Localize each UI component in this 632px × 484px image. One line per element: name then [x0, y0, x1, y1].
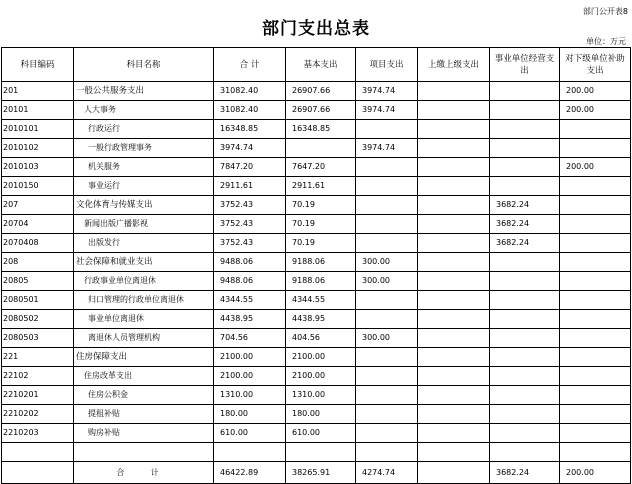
- cell-name: 人大事务: [74, 101, 214, 120]
- cell-total: 704.56: [214, 329, 286, 348]
- cell-business: [490, 405, 560, 424]
- cell-code: 221: [2, 348, 74, 367]
- table-row: [2, 348, 631, 367]
- cell-business: [490, 101, 560, 120]
- cell-basic: 2911.61: [286, 177, 356, 196]
- cell-basic: 70.19: [286, 234, 356, 253]
- cell-subsidy: [560, 329, 631, 348]
- cell-name: 住房公积金: [74, 386, 214, 405]
- table-row: [2, 253, 631, 272]
- cell-subsidy: [560, 120, 631, 139]
- cell-upper: [418, 120, 490, 139]
- cell-business: [490, 291, 560, 310]
- cell-business: [490, 82, 560, 101]
- cell-subsidy: [560, 348, 631, 367]
- cell-upper: [418, 82, 490, 101]
- cell-name: 事业单位离退休: [74, 310, 214, 329]
- cell-project: [356, 405, 418, 424]
- cell-upper: [418, 367, 490, 386]
- cell-total: [214, 443, 286, 462]
- cell-total: 9488.06: [214, 272, 286, 291]
- cell-upper: [418, 177, 490, 196]
- table-header-row: [2, 48, 631, 82]
- cell-total: 3974.74: [214, 139, 286, 158]
- cell-name: 提租补贴: [74, 405, 214, 424]
- cell-code: 2210203: [2, 424, 74, 443]
- cell-total: 3752.43: [214, 215, 286, 234]
- cell-subsidy: 200.00: [560, 101, 631, 120]
- cell-project: [356, 310, 418, 329]
- cell-total: 1310.00: [214, 386, 286, 405]
- cell-subsidy: [560, 291, 631, 310]
- cell-business: 3682.24: [490, 234, 560, 253]
- cell-project: [356, 386, 418, 405]
- total-project: 4274.74: [356, 462, 418, 484]
- total-business: 3682.24: [490, 462, 560, 484]
- cell-project: 300.00: [356, 329, 418, 348]
- cell-upper: [418, 272, 490, 291]
- cell-business: [490, 443, 560, 462]
- cell-project: [356, 443, 418, 462]
- table-row: [2, 329, 631, 348]
- cell-name: 出版发行: [74, 234, 214, 253]
- cell-subsidy: [560, 215, 631, 234]
- cell-total: 610.00: [214, 424, 286, 443]
- cell-total: 180.00: [214, 405, 286, 424]
- cell-business: [490, 348, 560, 367]
- table-row: [2, 367, 631, 386]
- cell-business: [490, 329, 560, 348]
- cell-name: 机关服务: [74, 158, 214, 177]
- total-label: 合 计: [74, 462, 214, 484]
- header-business: 事业单位经营支出: [490, 48, 560, 82]
- header-project: 项目支出: [356, 48, 418, 82]
- cell-subsidy: [560, 177, 631, 196]
- cell-upper: [418, 348, 490, 367]
- table-row: [2, 158, 631, 177]
- cell-code: 2070408: [2, 234, 74, 253]
- cell-project: [356, 234, 418, 253]
- cell-basic: 26907.66: [286, 101, 356, 120]
- cell-upper: [418, 215, 490, 234]
- cell-total: 16348.85: [214, 120, 286, 139]
- cell-basic: 2100.00: [286, 348, 356, 367]
- cell-code: [2, 443, 74, 462]
- header-code: 科目编码: [2, 48, 74, 82]
- cell-business: [490, 253, 560, 272]
- cell-code: 207: [2, 196, 74, 215]
- cell-name: 文化体育与传媒支出: [74, 196, 214, 215]
- table-row: [2, 272, 631, 291]
- header-upper: 上缴上级支出: [418, 48, 490, 82]
- cell-project: 300.00: [356, 253, 418, 272]
- cell-basic: 180.00: [286, 405, 356, 424]
- cell-total: 3752.43: [214, 234, 286, 253]
- cell-name: 事业运行: [74, 177, 214, 196]
- cell-business: [490, 272, 560, 291]
- cell-subsidy: [560, 424, 631, 443]
- cell-basic: 9188.06: [286, 272, 356, 291]
- cell-upper: [418, 443, 490, 462]
- cell-name: 归口管理的行政单位离退休: [74, 291, 214, 310]
- total-total: 46422.89: [214, 462, 286, 484]
- cell-basic: 16348.85: [286, 120, 356, 139]
- cell-basic: 404.56: [286, 329, 356, 348]
- cell-upper: [418, 234, 490, 253]
- cell-business: [490, 177, 560, 196]
- cell-total: 31082.40: [214, 82, 286, 101]
- cell-basic: 610.00: [286, 424, 356, 443]
- cell-upper: [418, 139, 490, 158]
- total-row: [2, 462, 631, 484]
- cell-basic: 9188.06: [286, 253, 356, 272]
- cell-total: 31082.40: [214, 101, 286, 120]
- cell-total: 4438.95: [214, 310, 286, 329]
- cell-project: [356, 177, 418, 196]
- cell-total: 9488.06: [214, 253, 286, 272]
- cell-business: 3682.24: [490, 196, 560, 215]
- total-basic: 38265.91: [286, 462, 356, 484]
- cell-code: 2010102: [2, 139, 74, 158]
- cell-upper: [418, 253, 490, 272]
- cell-total: 2100.00: [214, 348, 286, 367]
- cell-subsidy: [560, 443, 631, 462]
- cell-basic: 26907.66: [286, 82, 356, 101]
- cell-total: 2100.00: [214, 367, 286, 386]
- cell-name: 住房保障支出: [74, 348, 214, 367]
- cell-project: [356, 424, 418, 443]
- cell-name: 离退休人员管理机构: [74, 329, 214, 348]
- cell-business: [490, 310, 560, 329]
- cell-project: 3974.74: [356, 139, 418, 158]
- cell-business: [490, 424, 560, 443]
- cell-code: 201: [2, 82, 74, 101]
- cell-name: 住房改革支出: [74, 367, 214, 386]
- cell-upper: [418, 329, 490, 348]
- cell-code: 20101: [2, 101, 74, 120]
- cell-business: [490, 367, 560, 386]
- cell-business: [490, 139, 560, 158]
- cell-basic: 70.19: [286, 215, 356, 234]
- cell-code: 2010150: [2, 177, 74, 196]
- cell-upper: [418, 291, 490, 310]
- table-row: [2, 310, 631, 329]
- cell-name: [74, 443, 214, 462]
- cell-code: 20805: [2, 272, 74, 291]
- cell-upper: [418, 158, 490, 177]
- table-row: [2, 139, 631, 158]
- table-row: [2, 443, 631, 462]
- cell-basic: 2100.00: [286, 367, 356, 386]
- cell-upper: [418, 405, 490, 424]
- table-row: [2, 177, 631, 196]
- cell-name: 一般公共服务支出: [74, 82, 214, 101]
- table-row: [2, 82, 631, 101]
- total-subsidy: 200.00: [560, 462, 631, 484]
- cell-upper: [418, 310, 490, 329]
- document-code: 部门公开表8: [582, 7, 628, 16]
- cell-name: 一般行政管理事务: [74, 139, 214, 158]
- cell-name: 社会保障和就业支出: [74, 253, 214, 272]
- cell-upper: [418, 424, 490, 443]
- header-basic: 基本支出: [286, 48, 356, 82]
- table-row: [2, 215, 631, 234]
- cell-subsidy: [560, 272, 631, 291]
- cell-basic: 4438.95: [286, 310, 356, 329]
- table-row: [2, 386, 631, 405]
- total-code-cell: [2, 462, 74, 484]
- cell-code: 2210202: [2, 405, 74, 424]
- cell-code: 20704: [2, 215, 74, 234]
- cell-basic: 70.19: [286, 196, 356, 215]
- cell-subsidy: [560, 405, 631, 424]
- table-row: [2, 120, 631, 139]
- cell-code: 2080502: [2, 310, 74, 329]
- cell-subsidy: [560, 253, 631, 272]
- cell-project: [356, 291, 418, 310]
- table-row: [2, 101, 631, 120]
- cell-code: 2010103: [2, 158, 74, 177]
- cell-code: 208: [2, 253, 74, 272]
- header-name: 科目名称: [74, 48, 214, 82]
- cell-name: 行政运行: [74, 120, 214, 139]
- table-row: [2, 405, 631, 424]
- table-row: [2, 234, 631, 253]
- cell-upper: [418, 196, 490, 215]
- cell-upper: [418, 101, 490, 120]
- cell-name: 行政事业单位离退休: [74, 272, 214, 291]
- cell-code: 2010101: [2, 120, 74, 139]
- table-row: [2, 291, 631, 310]
- cell-name: 购房补贴: [74, 424, 214, 443]
- cell-subsidy: 200.00: [560, 82, 631, 101]
- cell-total: 4344.55: [214, 291, 286, 310]
- cell-basic: [286, 139, 356, 158]
- cell-project: [356, 348, 418, 367]
- cell-subsidy: [560, 367, 631, 386]
- total-upper: [418, 462, 490, 484]
- cell-project: [356, 196, 418, 215]
- table-row: [2, 424, 631, 443]
- cell-business: [490, 120, 560, 139]
- cell-total: 3752.43: [214, 196, 286, 215]
- cell-code: 22102: [2, 367, 74, 386]
- header-total: 合 计: [214, 48, 286, 82]
- cell-business: [490, 386, 560, 405]
- cell-project: [356, 120, 418, 139]
- table-row: [2, 196, 631, 215]
- cell-subsidy: [560, 196, 631, 215]
- cell-project: 300.00: [356, 272, 418, 291]
- cell-basic: 7647.20: [286, 158, 356, 177]
- cell-basic: 4344.55: [286, 291, 356, 310]
- cell-project: [356, 158, 418, 177]
- cell-upper: [418, 386, 490, 405]
- cell-project: [356, 367, 418, 386]
- cell-name: 新闻出版广播影视: [74, 215, 214, 234]
- cell-total: 2911.61: [214, 177, 286, 196]
- cell-project: 3974.74: [356, 101, 418, 120]
- cell-business: [490, 158, 560, 177]
- cell-code: 2210201: [2, 386, 74, 405]
- expenditure-table: [1, 47, 631, 484]
- header-subsidy: 对下级单位补助支出: [560, 48, 631, 82]
- cell-subsidy: [560, 386, 631, 405]
- unit-label: 单位：万元: [586, 37, 626, 46]
- cell-project: 3974.74: [356, 82, 418, 101]
- cell-subsidy: 200.00: [560, 158, 631, 177]
- page-title: 部门支出总表: [262, 19, 370, 39]
- cell-code: 2080501: [2, 291, 74, 310]
- cell-subsidy: [560, 310, 631, 329]
- cell-business: 3682.24: [490, 215, 560, 234]
- cell-subsidy: [560, 139, 631, 158]
- cell-code: 2080503: [2, 329, 74, 348]
- cell-basic: 1310.00: [286, 386, 356, 405]
- cell-total: 7847.20: [214, 158, 286, 177]
- cell-basic: [286, 443, 356, 462]
- cell-subsidy: [560, 234, 631, 253]
- cell-project: [356, 215, 418, 234]
